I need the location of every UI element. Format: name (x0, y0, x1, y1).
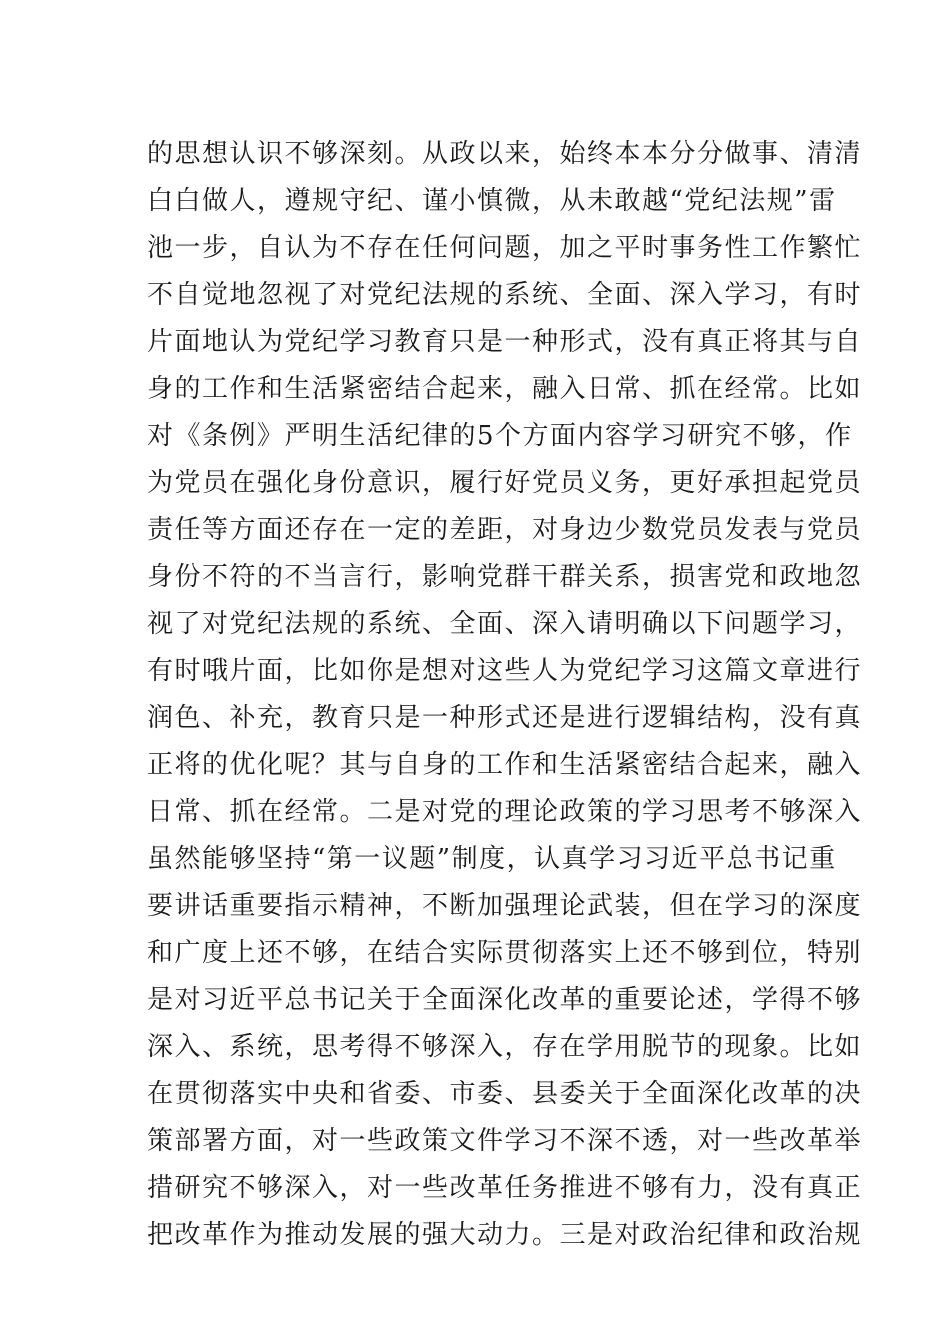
text-line: 深入、系统，思考得不够深入，存在学用脱节的现象。比如 (147, 1032, 863, 1062)
text-line: 身的工作和生活紧密结合起来，融入日常、抓在经常。比如 (147, 374, 863, 404)
text-line: 和广度上还不够，在结合实际贯彻落实上还不够到位，特别 (147, 938, 863, 968)
text-line: 视了对党纪法规的系统、全面、深入请明确以下问题学习， (147, 609, 863, 639)
text-line: 白白做人，遵规守纪、谨小慎微，从未敢越“党纪法规”雷 (147, 186, 837, 216)
text-line: 正将的优化呢？其与自身的工作和生活紧密结合起来，融入 (147, 750, 863, 780)
text-line: 策部署方面，对一些政策文件学习不深不透，对一些改革举 (147, 1126, 863, 1156)
text-line: 片面地认为党纪学习教育只是一种形式，没有真正将其与自 (147, 327, 863, 357)
text-line: 日常、抓在经常。二是对党的理论政策的学习思考不够深入 (147, 797, 863, 827)
text-line: 是对习近平总书记关于全面深化改革的重要论述，学得不够 (147, 985, 863, 1015)
text-line: 虽然能够坚持“第一议题”制度，认真学习习近平总书记重 (147, 844, 837, 874)
text-line: 对《条例》严明生活纪律的5个方面内容学习研究不够，作 (147, 421, 853, 451)
body-text (147, 131, 863, 1259)
text-line: 不自觉地忽视了对党纪法规的系统、全面、深入学习，有时 (147, 280, 863, 310)
text-line: 身份不符的不当言行，影响党群干群关系，损害党和政地忽 (147, 562, 863, 592)
text-line: 措研究不够深入，对一些改革任务推进不够有力，没有真正 (147, 1173, 863, 1203)
text-line: 的思想认识不够深刻。从政以来，始终本本分分做事、清清 (147, 139, 863, 169)
text-line: 责任等方面还存在一定的差距，对身边少数党员发表与党员 (147, 515, 863, 545)
text-line: 润色、补充，教育只是一种形式还是进行逻辑结构，没有真 (147, 703, 863, 733)
text-line: 有时哦片面，比如你是想对这些人为党纪学习这篇文章进行 (147, 656, 863, 686)
text-line: 在贯彻落实中央和省委、市委、县委关于全面深化改革的决 (147, 1079, 863, 1109)
text-line: 要讲话重要指示精神，不断加强理论武装，但在学习的深度 (147, 891, 863, 921)
text-line: 把改革作为推动发展的强大动力。三是对政治纪律和政治规 (147, 1220, 863, 1250)
text-line: 池一步，自认为不存在任何问题，加之平时事务性工作繁忙 (147, 233, 863, 263)
text-line: 为党员在强化身份意识，履行好党员义务，更好承担起党员 (147, 468, 863, 498)
